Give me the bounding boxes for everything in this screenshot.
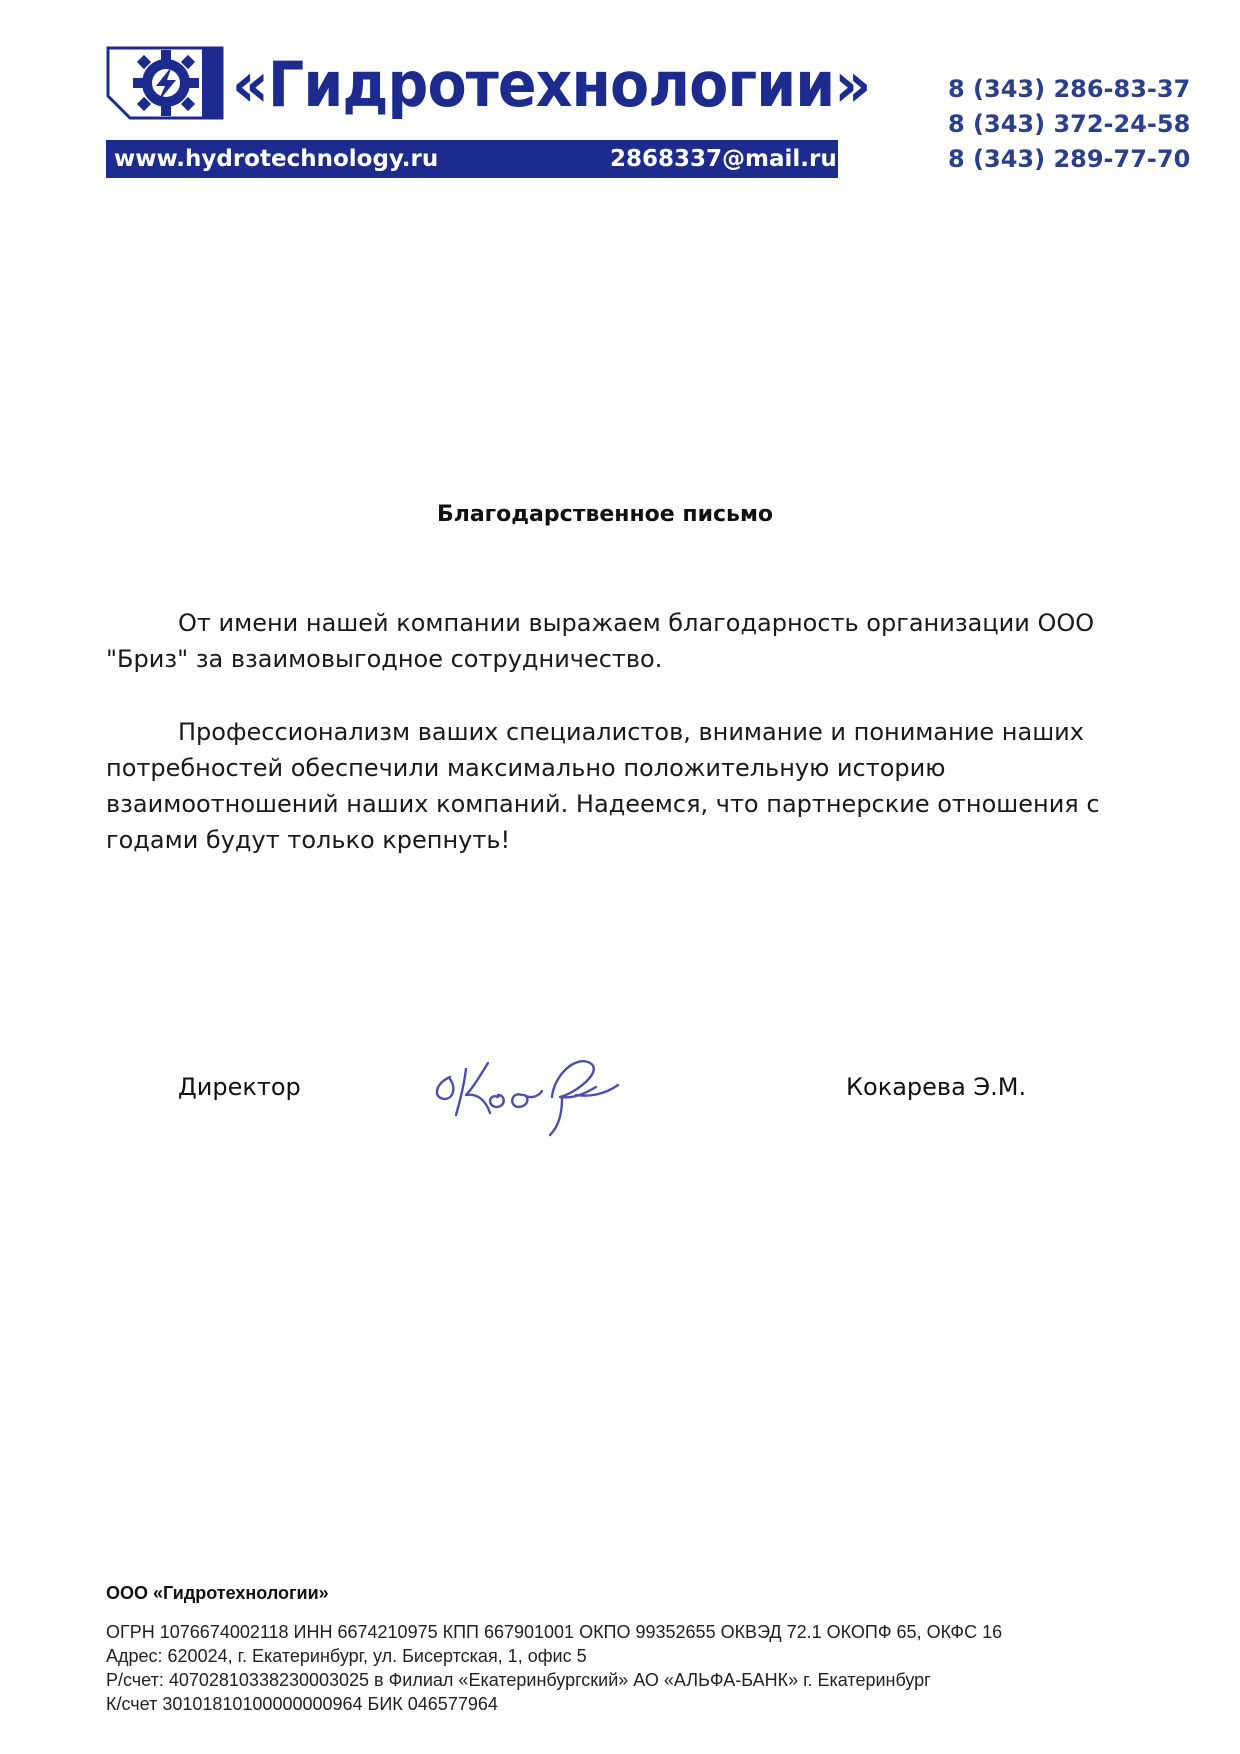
phone-number: 8 (343) 286-83-37 — [948, 75, 1191, 103]
website-link[interactable]: www.hydrotechnology.ru — [114, 146, 439, 172]
email-link[interactable]: 2868337@mail.ru — [610, 146, 837, 172]
paragraph-text: От имени нашей компании выражаем благодарность организации ООО "Бриз" за взаимовыгодное сотрудничество. — [106, 609, 1095, 673]
gear-with-lightning-icon — [106, 44, 224, 122]
phone-list — [948, 72, 1191, 177]
footer-line: К/счет 30101810100000000964 БИК 046577964 — [106, 1694, 498, 1714]
letter-title: Благодарственное письмо — [436, 502, 774, 527]
footer-details — [106, 1620, 1206, 1716]
footer-line: Адрес: 620024, г. Екатеринбург, ул. Бисертская, 1, офис 5 — [106, 1646, 587, 1666]
signer-name: Кокарева Э.М. — [846, 1073, 1027, 1101]
footer-line: Р/счет: 40702810338230003025 в Филиал «Екатеринбургский» АО «АЛЬФА-БАНК» г. Екатеринбург — [106, 1670, 931, 1690]
company-name: «Гидротехнологии» — [232, 48, 871, 121]
signer-role: Директор — [178, 1073, 301, 1101]
paragraph-text: Профессионализм ваших специалистов, внимание и понимание наших потребностей обеспечили максимально положительную историю взаимоотношений наших компаний. Надеемся, что партнерские отношения с годами будут только крепнуть! — [106, 718, 1100, 854]
footer-line: ОГРН 1076674002118 ИНН 6674210975 КПП 667901001 ОКПО 99352655 ОКВЭД 72.1 ОКОПФ 65, ОКФС 16 — [106, 1622, 1003, 1642]
letter-paragraph — [106, 714, 1106, 858]
footer-company: ООО «Гидротехнологии» — [106, 1583, 329, 1603]
signature-image — [426, 1035, 636, 1145]
phone-number: 8 (343) 372-24-58 — [948, 110, 1191, 138]
letter-paragraph — [106, 605, 1106, 677]
phone-number: 8 (343) 289-77-70 — [948, 145, 1191, 173]
